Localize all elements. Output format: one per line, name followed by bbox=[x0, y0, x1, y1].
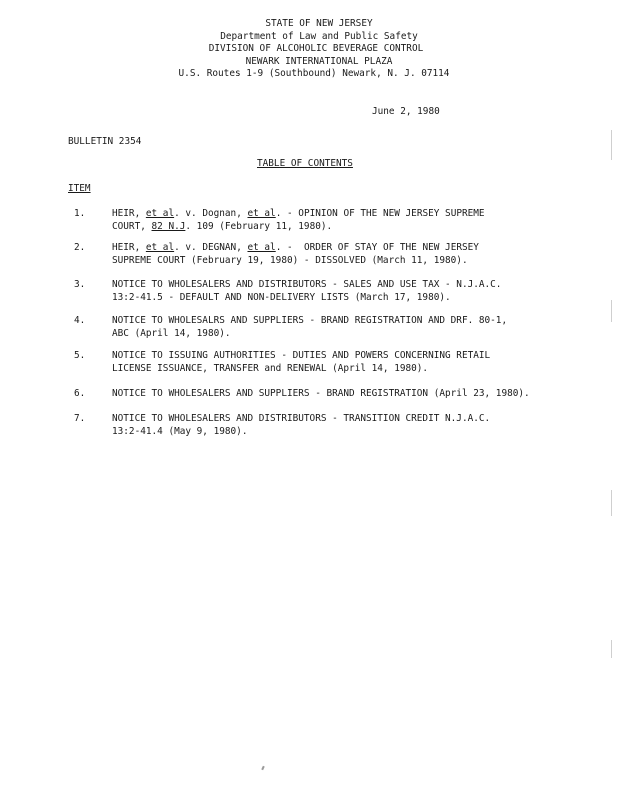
entry-text bbox=[112, 413, 607, 438]
scan-edge-mark bbox=[611, 490, 612, 516]
text-run: . - OPINION OF THE NEW JERSEY SUPREME bbox=[275, 208, 485, 219]
entry-number: 3. bbox=[74, 279, 86, 290]
entry-line bbox=[112, 208, 607, 221]
toc-title: TABLE OF CONTENTS bbox=[257, 158, 353, 169]
entry-text bbox=[112, 242, 607, 267]
text-run-underlined: et al bbox=[247, 242, 276, 253]
entry-text bbox=[112, 279, 607, 304]
text-run: . - ORDER OF STAY OF THE NEW JERSEY bbox=[275, 242, 479, 253]
entry-number: 5. bbox=[74, 350, 86, 361]
letterhead-address: U.S. Routes 1-9 (Southbound) Newark, N. J. 07114 bbox=[178, 68, 450, 79]
bulletin-number: BULLETIN 2354 bbox=[68, 136, 142, 147]
document-date: June 2, 1980 bbox=[372, 106, 440, 117]
text-run-underlined: et al bbox=[145, 242, 175, 253]
letterhead-state: STATE OF NEW JERSEY bbox=[265, 18, 373, 29]
letterhead bbox=[0, 18, 618, 81]
entry-text bbox=[112, 350, 607, 375]
entry-text bbox=[112, 388, 607, 401]
letterhead-plaza: NEWARK INTERNATIONAL PLAZA bbox=[245, 55, 393, 67]
letterhead-department: Department of Law and Public Safety bbox=[220, 30, 418, 42]
text-run: . 109 (February 11, 1980). bbox=[185, 220, 333, 232]
entry-line: SUPREME COURT (February 19, 1980) - DISSOLVED (March 11, 1980). bbox=[112, 254, 468, 266]
entry-line: NOTICE TO WHOLESALERS AND SUPPLIERS - BRAND REGISTRATION (April 23, 1980). bbox=[112, 388, 530, 399]
text-run-underlined: 82 N.J bbox=[151, 220, 186, 232]
entry-line: 13:2-41.5 - DEFAULT AND NON-DELIVERY LISTS (March 17, 1980). bbox=[112, 291, 451, 303]
entry-line: NOTICE TO WHOLESALERS AND DISTRIBUTORS - SALES AND USE TAX - N.J.A.C. bbox=[112, 279, 502, 290]
text-run: HEIR, bbox=[112, 242, 146, 253]
entry-line: NOTICE TO ISSUING AUTHORITIES - DUTIES AND POWERS CONCERNING RETAIL bbox=[112, 350, 491, 361]
text-run-underlined: et al bbox=[247, 208, 276, 219]
entry-line: NOTICE TO WHOLESALERS AND DISTRIBUTORS - TRANSITION CREDIT N.J.A.C. bbox=[112, 413, 491, 424]
item-column-label: ITEM bbox=[68, 183, 91, 194]
entry-number: 7. bbox=[74, 413, 86, 424]
entry-line: LICENSE ISSUANCE, TRANSFER and RENEWAL (April 14, 1980). bbox=[112, 362, 429, 374]
scan-edge-mark bbox=[611, 640, 612, 658]
entry-number: 6. bbox=[74, 388, 86, 399]
entry-line bbox=[112, 242, 607, 255]
entry-line: NOTICE TO WHOLESALRS AND SUPPLIERS - BRAND REGISTRATION AND DRF. 80-1, bbox=[112, 315, 508, 326]
scan-edge-mark bbox=[611, 300, 612, 322]
entry-number: 2. bbox=[74, 242, 86, 253]
entry-text bbox=[112, 315, 607, 340]
scan-edge-mark bbox=[611, 130, 612, 160]
text-run-underlined: et al bbox=[145, 208, 175, 219]
entry-number: 4. bbox=[74, 315, 86, 326]
text-run: COURT, bbox=[112, 220, 152, 232]
text-run: . v. DEGNAN, bbox=[174, 242, 248, 253]
entry-text bbox=[112, 208, 607, 233]
entry-line bbox=[112, 221, 607, 234]
text-run: . v. Dognan, bbox=[174, 208, 248, 219]
entry-number: 1. bbox=[74, 208, 86, 219]
text-run: HEIR, bbox=[112, 208, 146, 219]
entry-line: ABC (April 14, 1980). bbox=[112, 327, 231, 339]
letterhead-division: DIVISION OF ALCOHOLIC BEVERAGE CONTROL bbox=[208, 43, 424, 54]
scan-speck bbox=[261, 766, 265, 770]
entry-line: 13:2-41.4 (May 9, 1980). bbox=[112, 425, 248, 437]
